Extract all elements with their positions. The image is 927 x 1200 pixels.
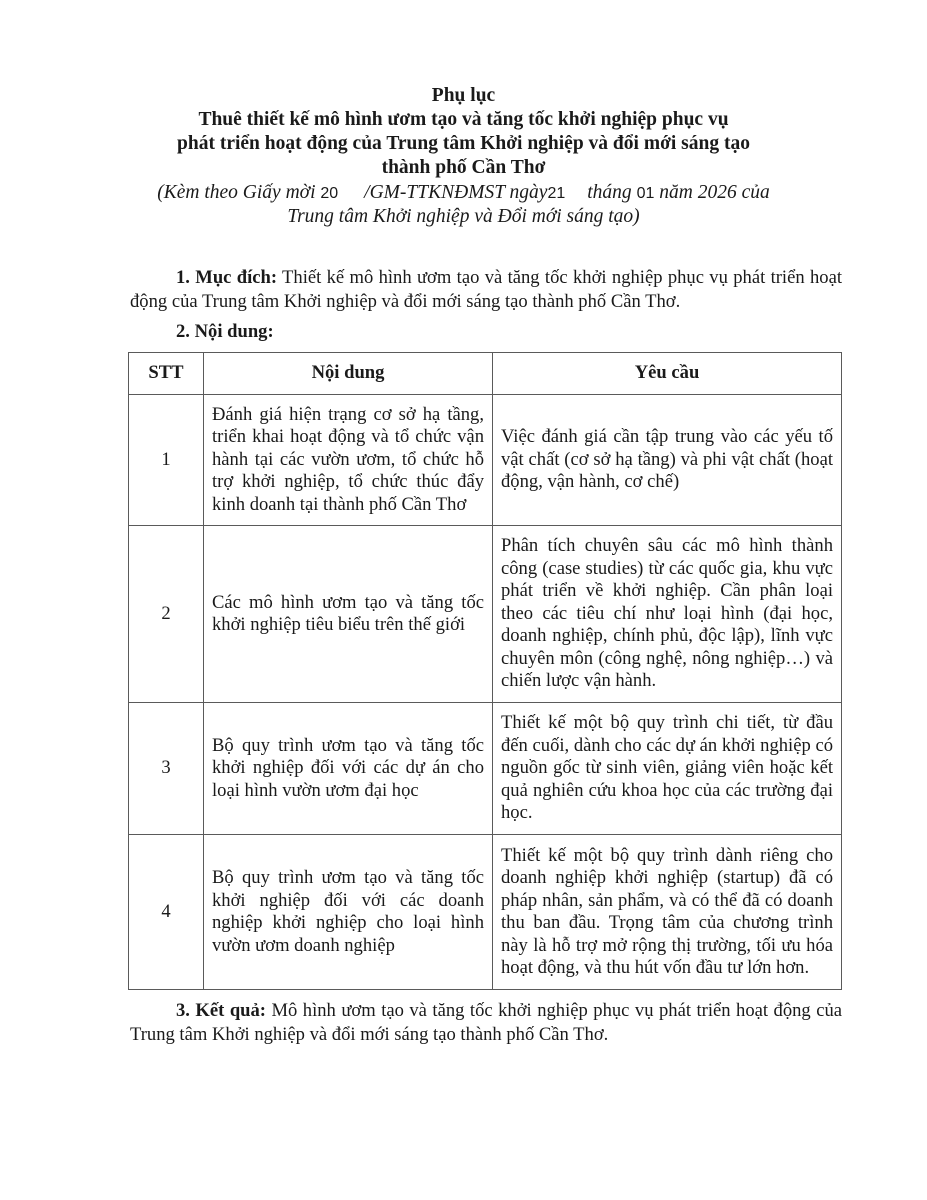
row-stt: 3 (129, 703, 204, 835)
section-result-label: 3. Kết quả: (176, 1000, 266, 1021)
section-result (130, 999, 842, 1047)
row-stt: 4 (129, 835, 204, 990)
title-line-2: phát triển hoạt động của Trung tâm Khởi nghiệp và đổi mới sáng tạo (177, 133, 750, 154)
row-yeu-cau: Việc đánh giá cần tập trung vào các yếu tố vật chất (cơ sở hạ tầng) và phi vật chất (hoạt động, vận hành, cơ chế) (493, 395, 842, 526)
header-yeu-cau: Yêu cầu (493, 353, 842, 395)
table-row (129, 835, 842, 990)
row-yeu-cau: Phân tích chuyên sâu các mô hình thành công (case studies) từ các quốc gia, khu vực phát triển về khởi nghiệp. Cần phân loại theo các tiêu chí như loại hình (đại học, doanh nghiệp, chính phủ, độc lập), lĩnh vực chuyên môn (công nghệ, nông nghiệp…) và chiến lược vận hành. (493, 526, 842, 703)
content-table (128, 352, 842, 990)
section-purpose-label: 1. Mục đích: (176, 267, 278, 288)
section-purpose (130, 266, 842, 314)
table-row (129, 703, 842, 835)
title-line-1: Thuê thiết kế mô hình ươm tạo và tăng tốc khởi nghiệp phục vụ (198, 109, 729, 130)
row-noi-dung: Bộ quy trình ươm tạo và tăng tốc khởi nghiệp đối với các doanh nghiệp khởi nghiệp cho loại hình vườn ươm doanh nghiệp (204, 835, 493, 990)
ref-month-label: tháng (587, 182, 632, 203)
section-content-label (130, 320, 842, 344)
row-noi-dung: Bộ quy trình ươm tạo và tăng tốc khởi nghiệp đối với các dự án cho loại hình vườn ươm đại học (204, 703, 493, 835)
table-header-row (129, 353, 842, 395)
title-line-3: thành phố Cần Thơ (381, 157, 546, 178)
reference-line-1 (0, 181, 927, 206)
row-noi-dung: Các mô hình ươm tạo và tăng tốc khởi nghiệp tiêu biểu trên thế giới (204, 526, 493, 703)
ref-code: /GM-TTKNĐMST ngày (364, 182, 548, 203)
table-row (129, 395, 842, 526)
ref-prefix: (Kèm theo Giấy mời (157, 182, 321, 203)
header-noi-dung: Nội dung (204, 353, 493, 395)
section-purpose-text: Thiết kế mô hình ươm tạo và tăng tốc khởi nghiệp phục vụ phát triển hoạt động của Trung tâm Khởi nghiệp và đổi mới sáng tạo thành phố Cần Thơ. (130, 267, 842, 312)
ref-day: 21 (547, 185, 566, 202)
table-row (129, 526, 842, 703)
appendix-label: Phụ lục (431, 85, 496, 106)
row-noi-dung: Đánh giá hiện trạng cơ sở hạ tầng, triển khai hoạt động và tổ chức vận hành tại các vườn ươm, tổ chức hỗ trợ khởi nghiệp, tổ chức thúc đẩy kinh doanh tại thành phố Cần Thơ (204, 395, 493, 526)
section-content-heading: 2. Nội dung: (176, 321, 274, 342)
ref-month: 01 (636, 185, 655, 202)
reference-line-2: Trung tâm Khởi nghiệp và Đổi mới sáng tạo) (287, 206, 640, 227)
row-yeu-cau: Thiết kế một bộ quy trình dành riêng cho doanh nghiệp khởi nghiệp (startup) đã có pháp nhân, sản phẩm, và có thể đã có doanh thu ban đầu. Trọng tâm của chương trình này là hỗ trợ mở rộng thị trường, tối ưu hóa hoạt động, và thu hút vốn đầu tư lớn hơn. (493, 835, 842, 990)
ref-year-text: năm 2026 của (659, 182, 770, 203)
row-yeu-cau: Thiết kế một bộ quy trình chi tiết, từ đầu đến cuối, dành cho các dự án khởi nghiệp có nguồn gốc từ sinh viên, giảng viên hoặc kết quả nghiên cứu khoa học của các trường đại học. (493, 703, 842, 835)
header-stt: STT (129, 353, 204, 395)
section-result-text: Mô hình ươm tạo và tăng tốc khởi nghiệp phục vụ phát triển hoạt động của Trung tâm Khởi nghiệp và đổi mới sáng tạo thành phố Cần Thơ. (130, 1000, 842, 1045)
ref-number: 20 (320, 185, 339, 202)
row-stt: 2 (129, 526, 204, 703)
row-stt: 1 (129, 395, 204, 526)
